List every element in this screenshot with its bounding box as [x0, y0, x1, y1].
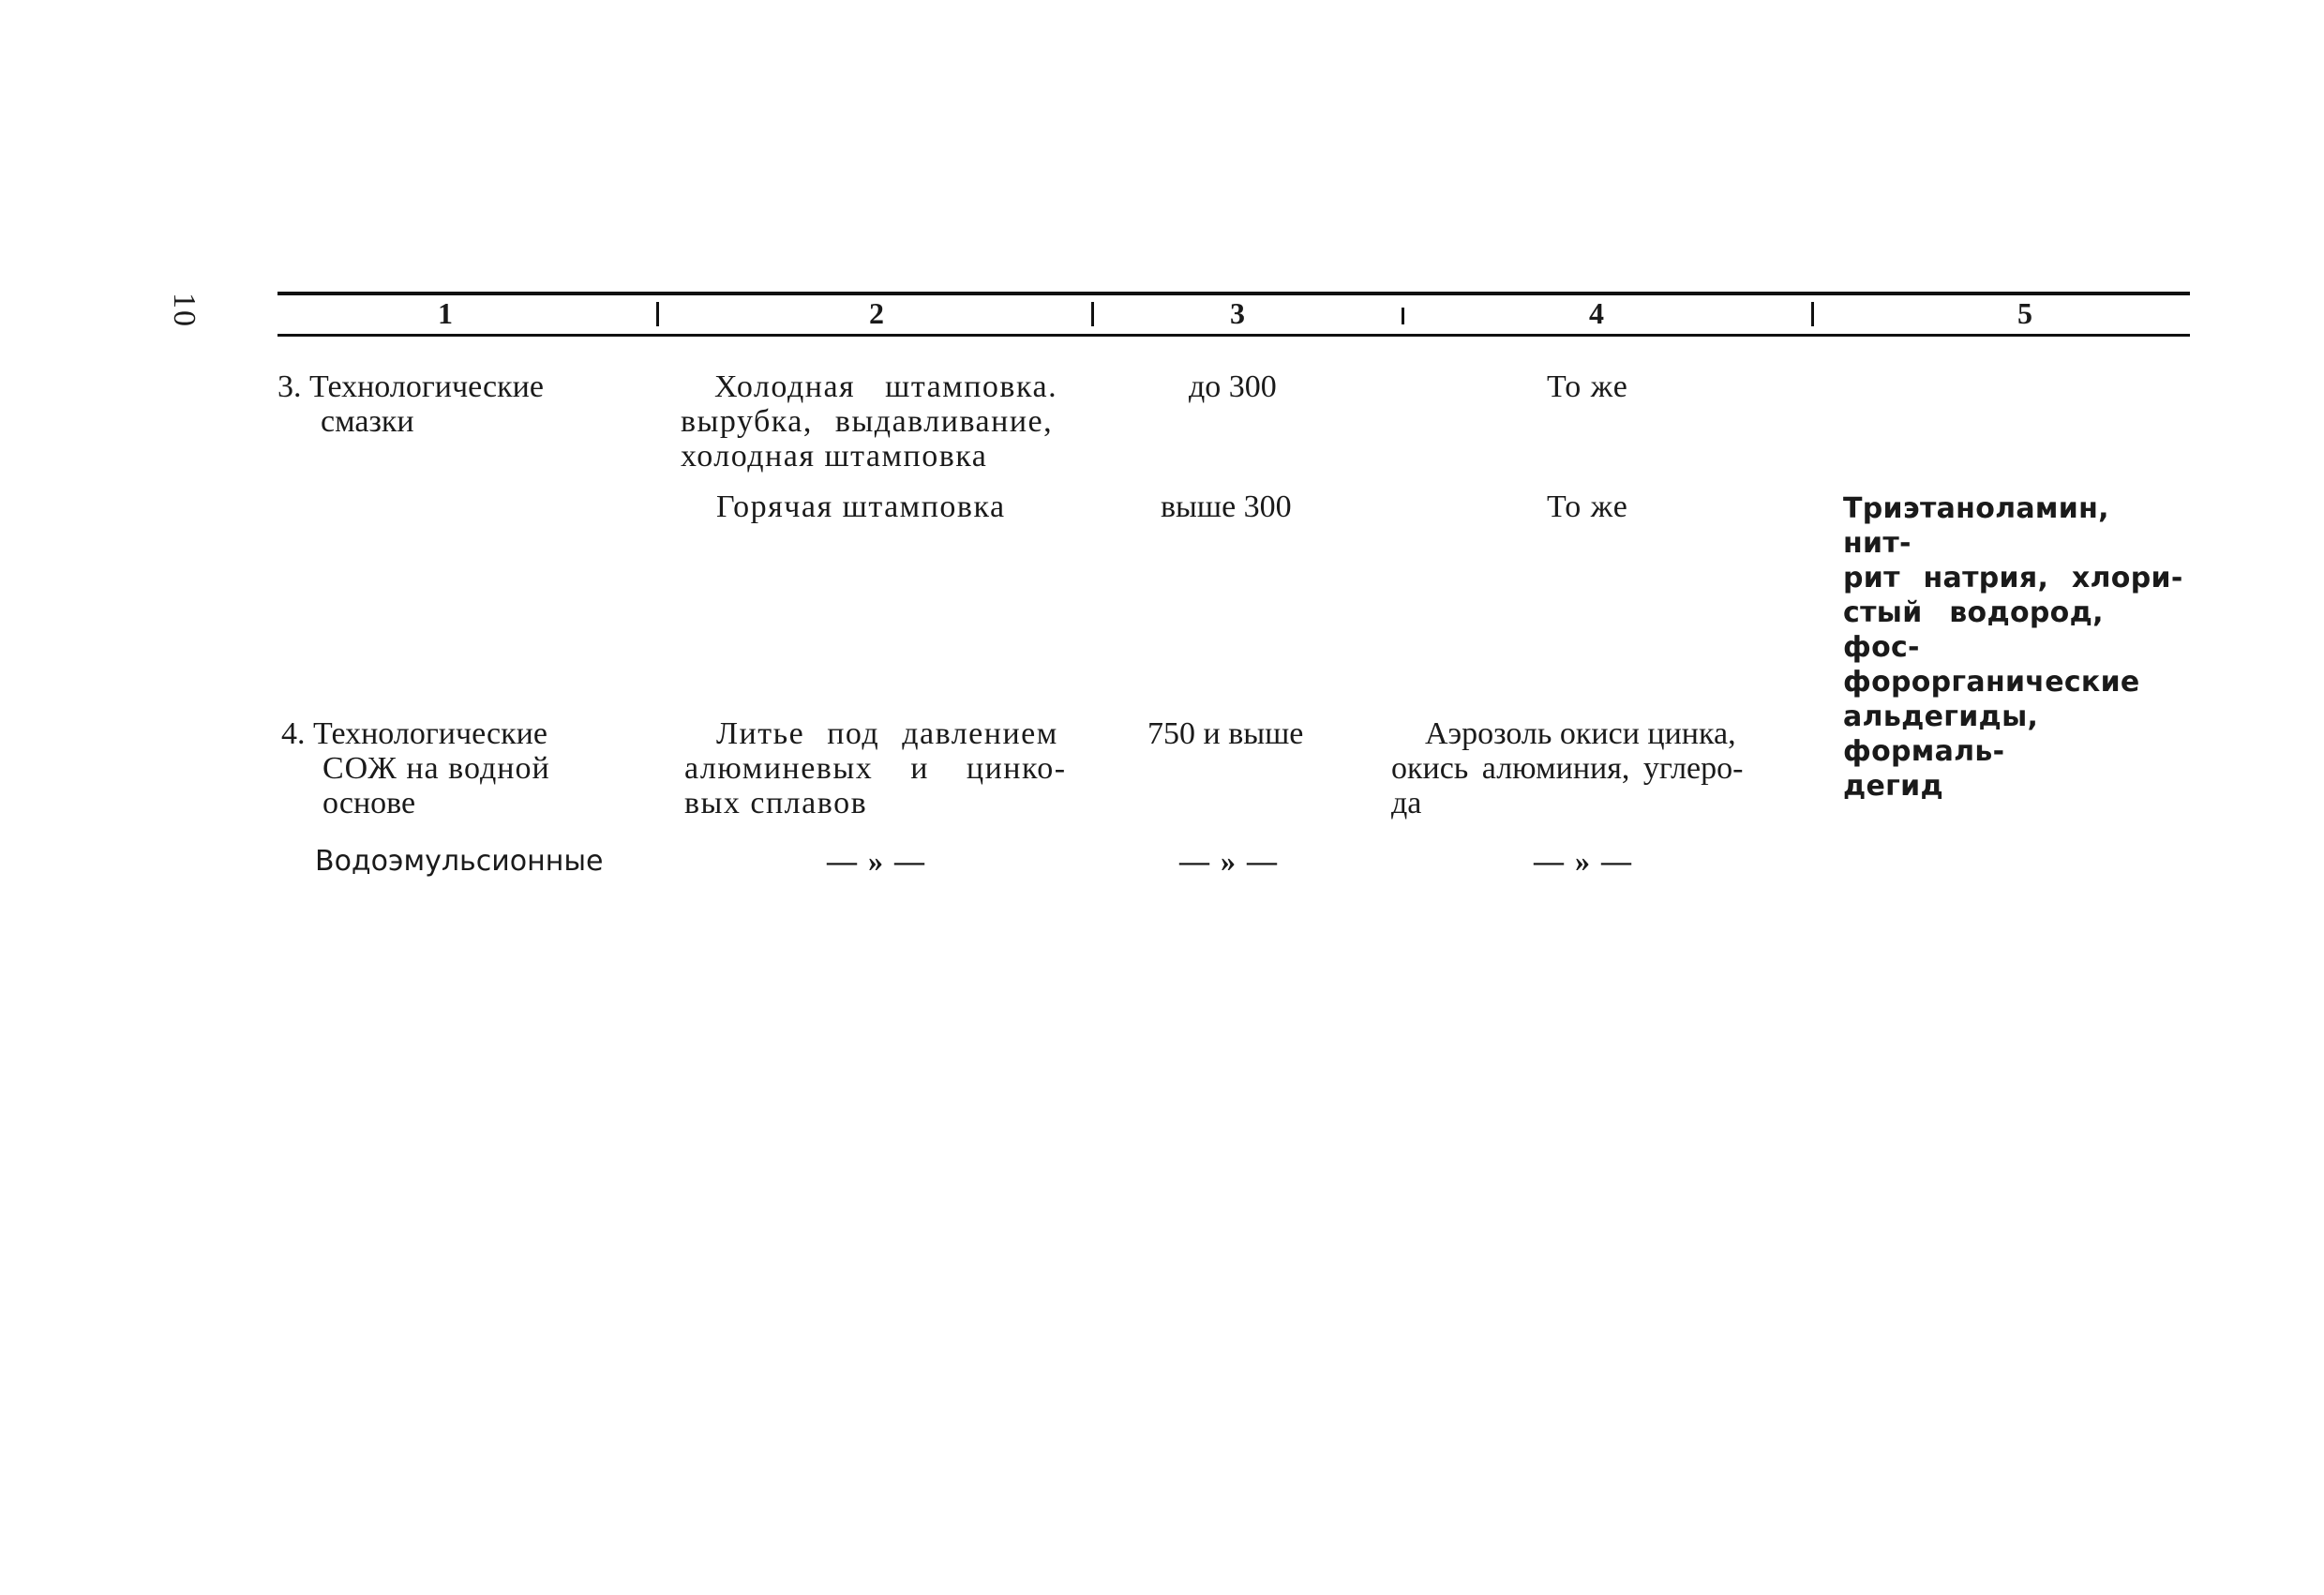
cell-line: смазки [321, 404, 414, 439]
column-separator [656, 302, 659, 326]
cell-line: холодная штамповка [681, 439, 988, 474]
column-separator [1091, 302, 1094, 326]
column-header-4: 4 [1589, 296, 1604, 330]
cell-line: Триэтаноламин, нит- [1843, 492, 2109, 560]
table-row-water-col4: — » — [1534, 844, 1633, 878]
cell-line: Аэрозоль окиси цинка, [1425, 716, 1736, 751]
table-header-rule [277, 334, 2190, 337]
table-row-4-col1 [281, 716, 550, 820]
cell-line: 3. Технологические [277, 369, 544, 404]
cell-line: вых сплавов [684, 786, 868, 820]
cell-line: Литье под давлением [716, 716, 1058, 751]
table-row-hot-col5 [1843, 491, 2190, 804]
table-row-3-col1 [277, 369, 544, 439]
table-row-water-col1: Водоэмульсионные [315, 845, 604, 878]
cell-line: вырубка, выдавливание, [681, 404, 1054, 439]
cell-line: 4. Технологические [281, 716, 547, 751]
cell-line: алюминевых и цинко- [684, 751, 1067, 786]
table-row-hot-col2: Горячая штамповка [716, 489, 1006, 524]
table-row-hot-col3: выше 300 [1161, 489, 1292, 524]
page-number: 10 [167, 293, 202, 328]
table-row-4-col4 [1391, 716, 1804, 820]
cell-line: СОЖ на водной [322, 751, 550, 786]
cell-line: рит натрия, хлори- [1843, 562, 2183, 594]
table-row-hot-col4: То же [1547, 489, 1628, 524]
table-row-water-col3: — » — [1179, 844, 1279, 878]
column-header-2: 2 [869, 296, 884, 330]
cell-line: дегид [1843, 770, 1943, 803]
column-header-3: 3 [1230, 296, 1245, 330]
cell-line: форорганические [1843, 666, 2140, 699]
table-row-4-col3: 750 и выше [1147, 716, 1304, 751]
table-row-3-col2 [681, 369, 1086, 474]
column-header-1: 1 [438, 296, 453, 330]
column-header-5: 5 [2017, 296, 2032, 330]
table-top-rule [277, 292, 2190, 295]
table-row-water-col2: — » — [827, 844, 926, 878]
cell-line: альдегиды, формаль- [1843, 700, 2039, 768]
cell-line: стый водород, фос- [1843, 596, 2104, 664]
table-row-3-col3: до 300 [1189, 369, 1277, 404]
column-separator [1811, 302, 1814, 326]
table-row-3-col4: То же [1547, 369, 1628, 404]
cell-line: да [1391, 786, 1422, 820]
column-separator [1402, 308, 1404, 324]
cell-line: Холодная штамповка. [714, 369, 1058, 404]
table-row-4-col2 [684, 716, 1087, 820]
cell-line: окись алюминия, углеро- [1391, 751, 1744, 786]
cell-line: основе [322, 786, 416, 820]
